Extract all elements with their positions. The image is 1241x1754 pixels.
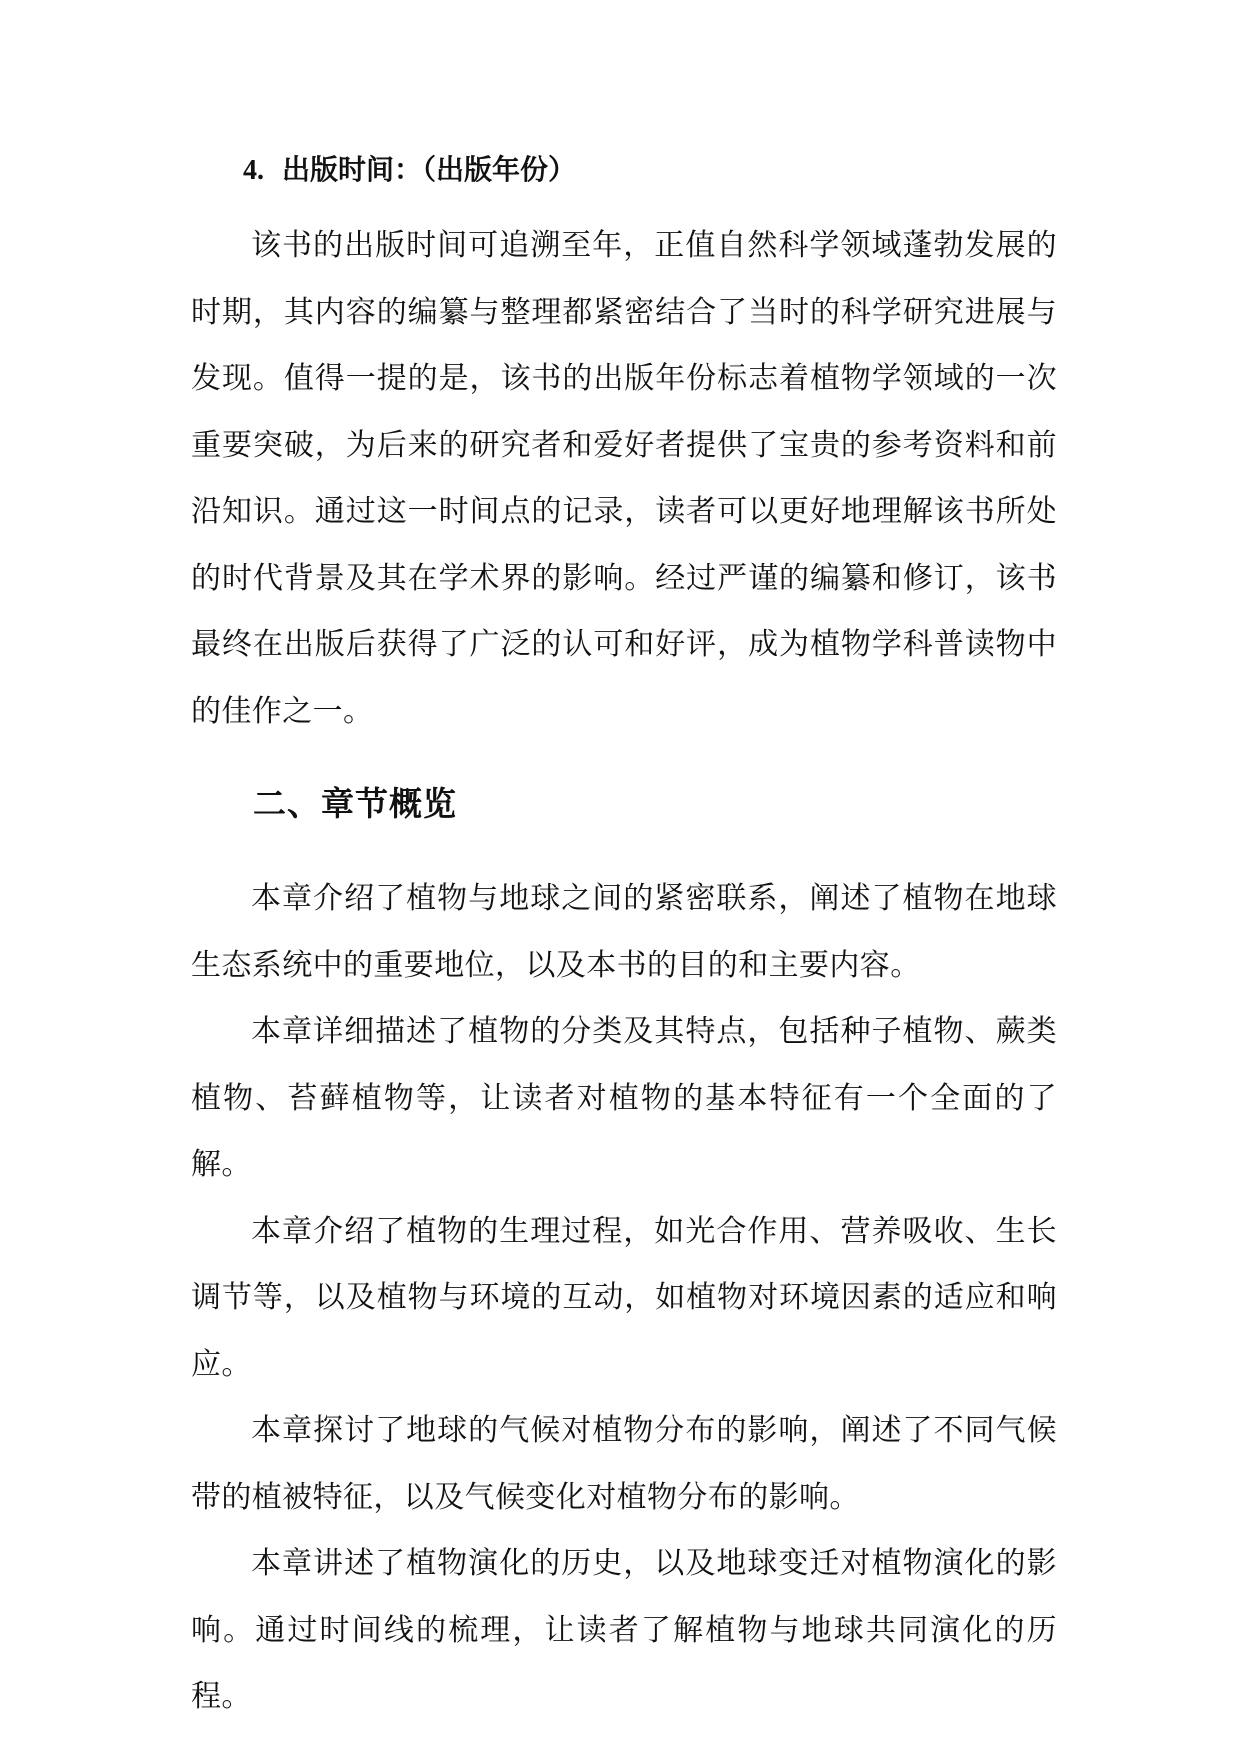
chapter-paragraph: 本章介绍了植物的生理过程，如光合作用、营养吸收、生长调节等，以及植物与环境的互动，如植物对环境因素的适应和响应。 [191,1213,1057,1382]
section-heading-chapter-overview: 二、章节概览 [253,784,457,823]
chapter-paragraph: 本章探讨了地球的气候对植物分布的影响，阐述了不同气候带的植被特征，以及气候变化对植物分布的影响。 [191,1413,1057,1515]
subheading-text: 出版时间：（出版年份） [282,153,577,186]
chapter-overview-section [191,866,1057,1731]
chapter-paragraph: 本章讲述了植物演化的历史，以及地球变迁对植物演化的影响。通过时间线的梳理，让读者了解植物与地球共同演化的历程。 [191,1546,1057,1714]
publication-section [191,213,1057,745]
chapter-paragraph: 本章介绍了植物与地球之间的紧密联系，阐述了植物在地球生态系统中的重要地位，以及本书的目的和主要内容。 [191,881,1057,983]
chapter-paragraph: 本章详细描述了植物的分类及其特点，包括种子植物、蕨类植物、苔藓植物等，让读者对植物的基本特征有一个全面的了解。 [191,1014,1057,1182]
subheading-publication-time [243,150,576,191]
publication-paragraph: 该书的出版时间可追溯至年，正值自然科学领域蓬勃发展的时期，其内容的编纂与整理都紧密结合了当时的科学研究进展与发现。值得一提的是，该书的出版年份标志着植物学领域的一次重要突破，为后来的研究者和爱好者提供了宝贵的参考资料和前沿知识。通过这一时间点的记录，读者可以更好地理解该书所处的时代背景及其在学术界的影响。经过严谨的编纂和修订，该书最终在出版后获得了广泛的认可和好评，成为植物学科普读物中的佳作之一。 [191,228,1057,729]
subheading-number: 4. [243,155,264,186]
